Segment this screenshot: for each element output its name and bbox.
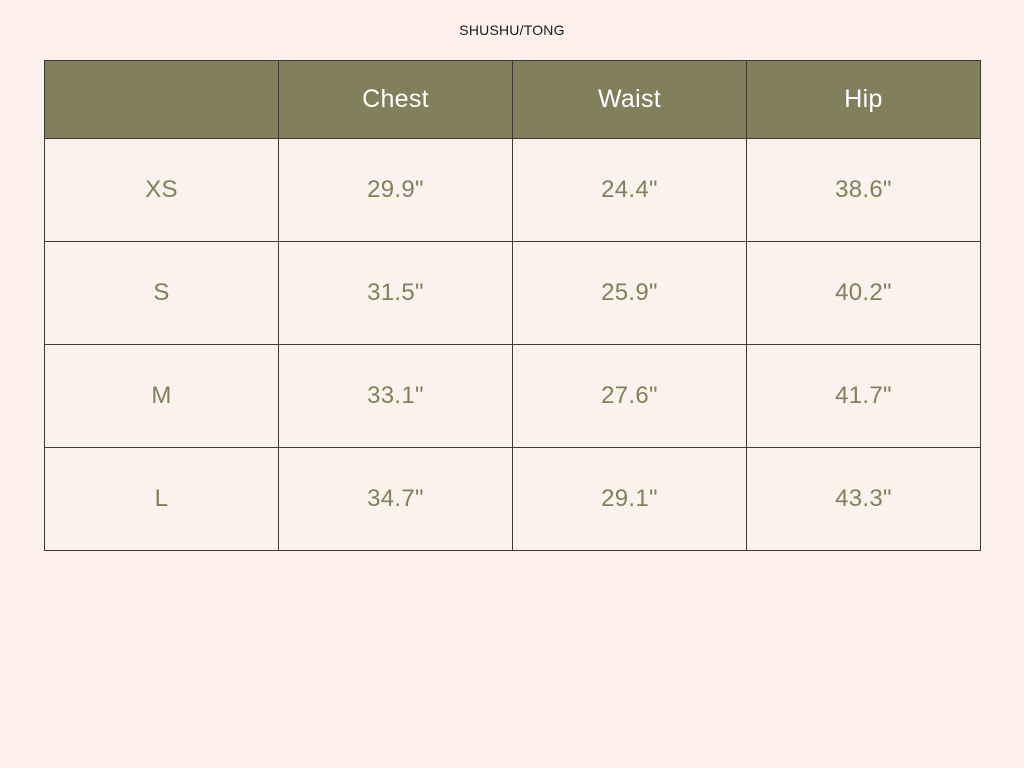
column-header-chest: Chest xyxy=(279,61,513,139)
table-row xyxy=(45,139,981,242)
size-table xyxy=(44,60,981,551)
cell-hip: 38.6" xyxy=(747,139,981,242)
size-table-container xyxy=(44,60,980,551)
cell-size: S xyxy=(45,242,279,345)
cell-waist: 24.4" xyxy=(513,139,747,242)
cell-waist: 25.9" xyxy=(513,242,747,345)
cell-hip: 41.7" xyxy=(747,345,981,448)
cell-size: M xyxy=(45,345,279,448)
cell-chest: 33.1" xyxy=(279,345,513,448)
column-header-waist: Waist xyxy=(513,61,747,139)
table-row xyxy=(45,448,981,551)
table-row xyxy=(45,345,981,448)
table-row xyxy=(45,242,981,345)
cell-chest: 34.7" xyxy=(279,448,513,551)
cell-chest: 29.9" xyxy=(279,139,513,242)
table-header xyxy=(45,61,981,139)
cell-chest: 31.5" xyxy=(279,242,513,345)
table-header-row xyxy=(45,61,981,139)
cell-hip: 40.2" xyxy=(747,242,981,345)
brand-title: SHUSHU/TONG xyxy=(459,22,565,38)
table-body xyxy=(45,139,981,551)
cell-size: XS xyxy=(45,139,279,242)
cell-waist: 29.1" xyxy=(513,448,747,551)
column-header-hip: Hip xyxy=(747,61,981,139)
cell-waist: 27.6" xyxy=(513,345,747,448)
column-header-size xyxy=(45,61,279,139)
cell-size: L xyxy=(45,448,279,551)
cell-hip: 43.3" xyxy=(747,448,981,551)
